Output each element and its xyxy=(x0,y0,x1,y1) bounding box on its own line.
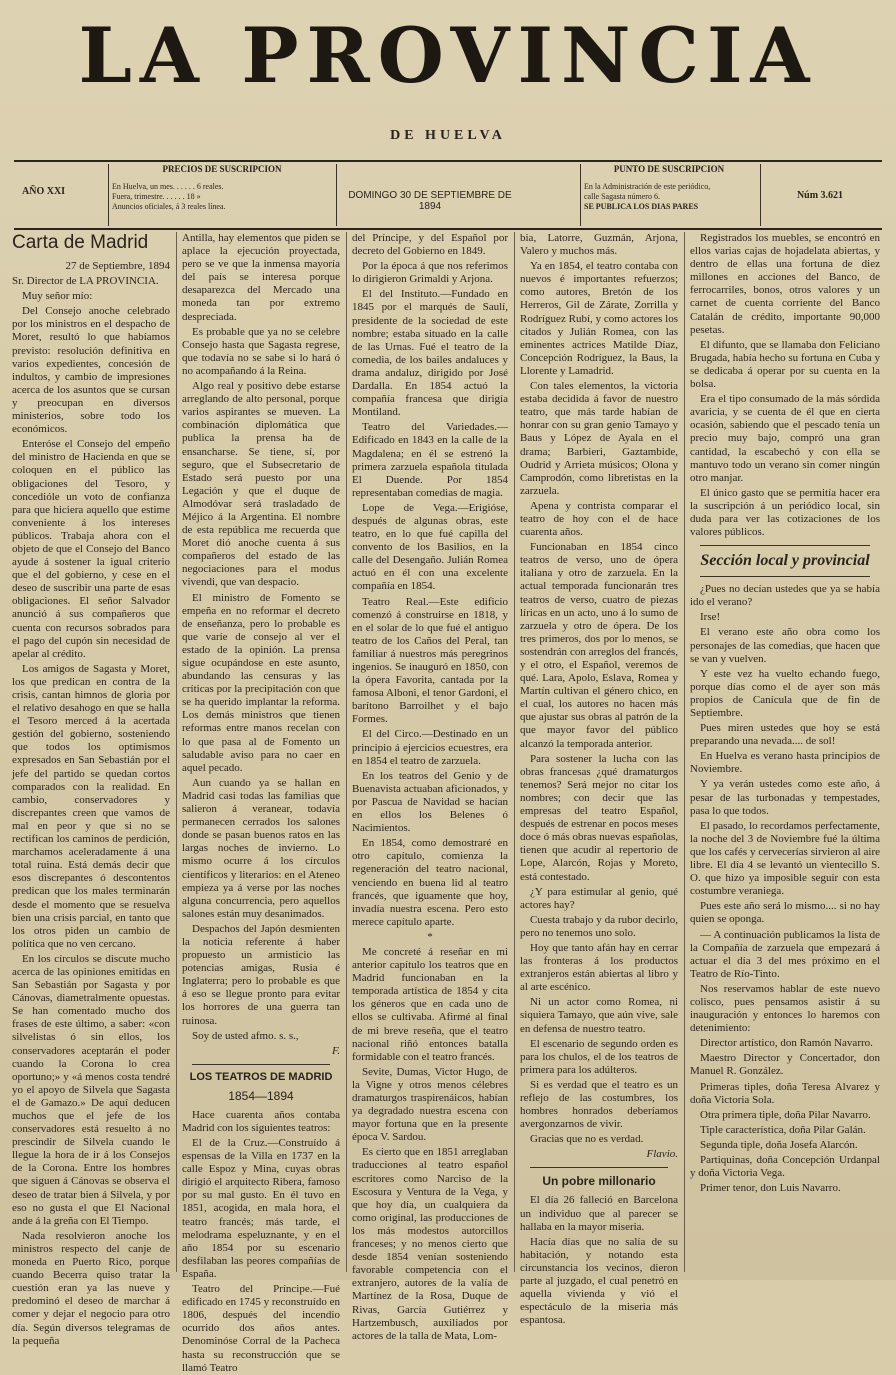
article-closing: Gracias que no es verdad. xyxy=(530,1133,644,1146)
column-rule xyxy=(684,232,685,1272)
section-divider xyxy=(192,1064,330,1065)
article-paragraph: El ministro de Fomento se empeña en no reformar el decreto de enseñanza, pero lo probable es que varíe de consejo al ver el estado de la opinión. La prensa sigue ocupándose en este asunto, abundando las censuras y las críticas por la precipitación con que se ha querido implantar la reforma. Los demás ministros que tienen reformas entre manos recelan con lo que pasa al de Fomento un saludable aviso para no caer en aquel pecado. xyxy=(182,591,340,774)
column-rule xyxy=(176,232,177,1272)
article-paragraph: Del Consejo anoche celebrado por los ministros en el despacho de Moret, resultó lo que habíamos previsto: resolución definitiva en varios expedientes, concesión de indultos, y cambio de impresiones acerca de los asuntos que se cursan y preocupan en diversos ministerios, sobre todo los económicos. xyxy=(12,305,170,436)
cast-list-item: Maestro Director y Concertador, don Manuel R. González. xyxy=(690,1052,880,1078)
article-paragraph: Ni un actor como Romea, ni siquiera Tamayo, que aún vive, sale en defensa de nuestro teatro. xyxy=(520,996,678,1035)
prices-line: Fuera, trimestre. . . . . . 18 » xyxy=(112,192,201,201)
article-paragraph: Nada resolvieron anoche los ministros respecto del canje de moneda en Puerto Rico, porque cuando Becerra quiso tratar la cuestión eran ya las nueve y predominó el deseo de marchar á comer y dejar el negocio para otro día. Según diversos telegramas de la pequeña xyxy=(12,1229,170,1347)
info-divider xyxy=(108,164,109,226)
issue-date: DOMINGO 30 DE SEPTIEMBRE DE 1894 xyxy=(348,190,512,212)
subscription-box xyxy=(584,164,754,226)
article-paragraph: Me concreté á reseñar en mi anterior capítulo los teatros que en Madrid funcionaban en la temporada artística de 1854 y cita los géneros que en cada uno de ellos se cultivaba. Afirmé al final de mi breve reseña, que el teatro nacional riñó entonces batalla formidable con el teatro francés. xyxy=(352,945,508,1063)
section-years: 1854—1894 xyxy=(228,1088,294,1103)
section-divider xyxy=(700,576,870,577)
issue-number: Núm 3.621 xyxy=(796,190,844,201)
article-paragraph: ¿Pues no decían ustedes que ya se había ido el verano? xyxy=(690,583,880,609)
article-paragraph: Si es verdad que el teatro es un reflejo de las costumbres, los hombres honrados deberíamos avergonzarnos de vivir. xyxy=(520,1078,678,1131)
article-paragraph: Apena y contrista comparar el teatro de hoy con el de hace cuarenta años. xyxy=(520,499,678,539)
article-paragraph: Lope de Vega.—Erigióse, después de algunas obras, este teatro, en lo que fué capilla del convento de los Basilios, en la calle del Desengaño. Julián Romea actuó en él con una excelente compañía en 1854. xyxy=(352,501,508,593)
section-title-teatros: LOS TEATROS DE MADRID xyxy=(189,1070,333,1083)
article-paragraph: El del Circo.—Destinado en un principio á ejercicios ecuestres, era en 1854 el teatro de zarzuela. xyxy=(352,728,508,767)
info-divider xyxy=(760,164,761,226)
article-paragraph: Pues miren ustedes que hoy se está preparando una nevada.... de sol! xyxy=(690,722,880,748)
article-paragraph: Despachos del Japón desmienten la noticia referente á haber propuesto un armisticio las potencias amigas, Rusia é Inglaterra; pero lo probable es que á eso se llegue pronto para evitar los horrores de una guerra tan ruinosa. xyxy=(182,922,340,1027)
article-paragraph: Algo real y positivo debe estarse arreglando de alto personal, porque varios aspirantes se mueven. La combinación diplomática que publica la prensa ha de ensancharse. Se tiene, sí, por seguro, que el Subsecretario de Estado será puesto por una Legación y que el duque de Almodóvar será trasladado de Méjico á la Argentina. El nombre de esta república me recuerda que Moret dió anoche cuenta á sus compañeros del estado de las negociaciones para el modus vivendi, que van despacio. xyxy=(182,380,340,589)
cast-list-item: Primeras tiples, doña Teresa Alvarez y doña Victoria Sola. xyxy=(690,1080,880,1106)
article-paragraph: El verano este año obra como los personajes de las comedias, que hacen que se van y vuelven. xyxy=(690,626,880,665)
cast-list-item: Primer tenor, don Luis Navarro. xyxy=(700,1182,841,1195)
article-paragraph: Irse! xyxy=(700,611,721,624)
article-paragraph: Sevite, Dumas, Victor Hugo, de la Vigne y otros menos célebres dramaturgos traspirenáicos, habían ya degradado nuestra escena con mayor fortuna que en la presente época V. Sardou. xyxy=(352,1065,508,1144)
section-divider xyxy=(700,545,870,546)
column-1 xyxy=(12,232,170,1347)
column-3 xyxy=(352,232,508,1342)
article-paragraph: — A continuación publicamos la lista de la Compañía de zarzuela que empezará á actuar el día 3 del mes próximo en el Teatro de Río-Tinto. xyxy=(690,928,880,980)
prices-line: Anuncios oficiales, á 3 reales línea. xyxy=(112,202,226,211)
article-paragraph: El único gasto que se permitía hacer era la suscripción á un periódico local, sin duda para ver las cotizaciones de los valores públicos. xyxy=(690,486,880,539)
article-paragraph: El pasado, lo recordamos perfectamente, la noche del 3 de Noviembre fué la última que los cafés y cervecerías sirvieron al aire libre. El día 4 se levantó un vientecillo S. O. que hizo ya imposible seguir con esta costumbre veraniega. xyxy=(690,819,880,898)
article-paragraph: Cuesta trabajo y da rubor decirlo, pero no tenemos uno solo. xyxy=(520,913,678,939)
article-paragraph: El escenario de segundo orden es para los chulos, el de los teatros de primera para los adúlteros. xyxy=(520,1037,678,1076)
section-title-pobre-millonario: Un pobre millonario xyxy=(542,1174,656,1189)
article-paragraph: Nos reservamos hablar de este nuevo colisco, pues pensamos asistir á su inauguración y entonces lo haremos con detenimiento: xyxy=(690,982,880,1035)
masthead-subtitle: DE HUELVA xyxy=(390,128,506,143)
article-paragraph: Es probable que ya no se celebre Consejo hasta que Sagasta regrese, que todavía no se sabe si lo hará ó no acompañando á la Reina. xyxy=(182,325,340,377)
article-paragraph: bia, Latorre, Guzmán, Arjona, Valero y muchos más. xyxy=(520,232,678,258)
article-paragraph: El difunto, que se llamaba don Feliciano Brugada, había hecho su fortuna en Cuba y se dedicaba á operar por su cuenta en la bolsa. xyxy=(690,338,880,391)
column-rule xyxy=(346,232,347,1272)
cast-list-item: Otra primera tiple, doña Pilar Navarro. xyxy=(700,1108,871,1121)
article-paragraph: Aun cuando ya se hallan en Madrid casi todas las familias que salieron á veranear, todavía permanecen cerrados los salones donde se pasan buenos ratos en las largas noches de invierno. Lo mismo ocurre á los círculos científicos y literarios: en el Ateneo empieza ya á verse por las noches alguna concurrencia, pero aquellos salones están muy desanimados. xyxy=(182,776,340,920)
column-2 xyxy=(182,232,340,1374)
article-paragraph: Y este vez ha vuelto echando fuego, porque días como el de ayer son más propios de Canícula que de fin de Septiembre. xyxy=(690,667,880,719)
column-4 xyxy=(520,232,678,1327)
info-divider xyxy=(580,164,581,226)
article-paragraph: Los amigos de Sagasta y Moret, los que predican en contra de la crisis, cantan himnos de gloria por el relativo desahogo en que se halla el Tesoro merced á la acertada gestión del gobierno, sosteniendo que todos los optimismos expresados en San Sebastián por el jefe del partido se quedan cortos comparados con la realidad. En cambio, conservadores y discrepantes creen que vamos de mal en peor y que si no se rectifican los caminos de perdición, marchamos aceleradamente á una total ruina. Está demás decir que esos discrepantes ó descontentos predican que los males terminarán desde el momento que se resuelva bien una crisis parcial, en tanto que los otros piden un cambio de política que no ven cercano. xyxy=(12,662,170,950)
header-rule-bottom xyxy=(14,228,882,230)
article-paragraph: Registrados los muebles, se encontró en ellos varias cajas de hojadelata abiertas, y dentro de ellas una fortuna de diez millones en acciones del Banco, de ferrocarriles, bonos, otros valores y un carnet de cuenta corriente del Banco Catalán de crédito, importante 90,000 pesetas. xyxy=(690,232,880,336)
article-paragraph: del Príncipe, y del Español por decreto del Gobierno en 1849. xyxy=(352,232,508,258)
article-paragraph: En los círculos se discute mucho acerca de las opiniones emitidas en San Sebastián por Sagasta y por Cánovas, diametralmente opuestas. Se han comentado mucho dos frases de este último, a saber: «con silvelistas ó sin ellos, los conservadores aceptarán el poder cuando la Corona lo crea oportuno;» y «á menos costa tendré yo el apoyo de Silvela que Sagasta el de Gamazo.» De aquí deducen muchos que el jefe de los conservadores está resuelto á no prescindir de Silvela cuando le llegue la hora de ir á los Consejos de la Corona. Entre los hombres que siguen á Cánovas se observa el deseo de tratar bien á Silvela, y por eso no gusta el que El Nacional ande á la greña con El Tiempo. xyxy=(12,952,170,1227)
year-text: AÑO XXI xyxy=(22,186,66,197)
article-paragraph: Hace cuarenta años contaba Madrid con los siguientes teatros: xyxy=(182,1108,340,1134)
article-paragraph: En Huelva es verano hasta principios de Noviembre. xyxy=(690,750,880,776)
article-paragraph: Teatro del Príncipe.—Fué edificado en 1745 y reconstruído en 1806, después del incendio ocurrido dos años antes. Denominóse Corral de la Pacheca hasta su reconstrucción que se llamó Teatro xyxy=(182,1283,340,1374)
section-title-local-provincial: Sección local y provincial xyxy=(700,552,870,570)
article-signature: F. xyxy=(331,1044,340,1057)
issue-number-box xyxy=(764,190,876,220)
article-paragraph: Con tales elementos, la victoria estaba decidida á favor de nuestro teatro, que más tarde habían de honrar con su gran genio Tamayo y Baus y López de Ayala en el drama; Barbieri, Gaztambide, Oudrid y Arrieta músicos; Olona y Camprodón, como libretistas en la zarzuela. xyxy=(520,380,678,497)
article-paragraph: Por la época á que nos referimos lo dirigieron Grimaldi y Arjona. xyxy=(352,260,508,286)
date-box xyxy=(340,190,520,220)
prices-heading: PRECIOS DE SUSCRIPCION xyxy=(162,164,282,174)
section-divider xyxy=(530,1167,668,1168)
subscription-line: calle Sagasta número 6. xyxy=(584,192,660,201)
article-paragraph: En 1854, como demostraré en otro capítulo, comienza la regeneración del teatro nacional, venciendo en buena lid al teatro francés, que iguamente que hoy, invadía nuestra escena. Pero esto merece capítulo aparte. xyxy=(352,837,508,928)
cast-list-item: Director artístico, don Ramón Navarro. xyxy=(700,1037,873,1050)
article-paragraph: Enteróse el Consejo del empeño del ministro de Hacienda en que se coloquen en el público las obligaciones del Tesoro, y concedióle un voto de confianza para que hiciera aquello que estime conveniente á los intereses públicos. Trabaja ahora con el objeto de que el Consejo del Banco ayude á sostener la igual criterio que el del gobierno, y cese en el deseo de suscribir una parte de esas obligaciones. El señor Salvador anunció á sus compañeros que cuenta con recursos sobrados para el pago del cupón sin necesidad de apelar al crédito. xyxy=(12,438,170,660)
masthead-title: LA PROVINCIA xyxy=(78,11,818,100)
header-rule-top xyxy=(14,160,882,162)
article-salutation: Sr. Director de LA PROVINCIA. xyxy=(12,275,159,288)
article-signature: Flavio. xyxy=(646,1148,678,1161)
column-5 xyxy=(690,232,880,1272)
article-paragraph: ¿Y para estimular al genio, qué actores hay? xyxy=(520,885,678,911)
article-paragraph: Hacía días que no salía de su habitación, y notando esta circunstancia los vecinos, dieron parte al juzgado, el cual penetró en aquella vivienda y vió el espectáculo de la miseria más espantosa. xyxy=(520,1235,678,1327)
article-paragraph: Para sostener la lucha con las obras francesas ¿qué dramaturgos tenemos? Será mejor no citar los nombres; con decir que las empresas del teatro Español, después de estrenar en pocos meses doce ó más obras nuevas españolas, tienen que acudir al repertorio de Lope, Alarcón, Rojas y Moreto, está contestado. xyxy=(520,752,678,883)
article-paragraph: Teatro Real.—Este edificio comenzó á construirse en 1818, y en el solar de lo que fué el antiguo teatro de los Caños del Peral, tan familiar á nuestros más peregrinos ingenios. Se inauguró en 1850, con la ópera Favorita, cantada por la famosa Alboni, el tenor Gardoni, el barítono Barroilhet y el bajo Formes. xyxy=(352,595,508,726)
article-paragraph: Es cierto que en 1851 arreglaban traducciones al teatro español escritores como Narciso de la Escosura y Ventura de la Vega, y que hoy día, un cualquiera da como original, las producciones de los más modestos autorcillos franceses; y no menos cierto que desde 1854 venían sosteniendo favorable competencia con el extranjero, autores de la valía de Martínez de la Rosa, Duque de Rivas, García Gutiérrez y Hartzembusch, auxiliados por actores de la talla de Mata, Lom- xyxy=(352,1146,508,1342)
article-paragraph: Funcionaban en 1854 cinco teatros de verso, uno de ópera italiana y otro de zarzuela. En la actual temporada funcionarán tres teatros de verso, cuatro de piezas líricas en un acto, uno á lo sumo de zarzuela y otro de ópera. De los tres primeros, dos por lo menos, se sostendrán con arreglos del francés, y el otro, el Español, veremos de qué. Lara, Apolo, Eslava, Romea y Martín cultivan el género chico, en el cual, los autores no hacen más que ajustar sus obras al patrón de la que mayor favor del público alcanzó la temporada anterior. xyxy=(520,541,678,750)
info-divider xyxy=(336,164,337,226)
article-paragraph: El de la Cruz.—Construído á espensas de la Villa en 1737 en la calle Espoz y Mina, cuyas obras dirigió el arquitecto Ribera, famoso por su mal gusto. En él tuvo en 1851, acogida, en mala hora, el teatro francés; más tarde, el melodrama espeluznante, y en el año 1854 por su escenario desfilaban las peores compañías de España. xyxy=(182,1137,340,1280)
subscription-heading: PUNTO DE SUSCRIPCION xyxy=(613,164,725,174)
article-paragraph: Teatro del Variedades.—Edificado en 1843 en la calle de la Magdalena; en él se estrenó la primera zarzuela española titulada El Duende. Por 1854 representaban comedias de magia. xyxy=(352,421,508,499)
article-paragraph: Ya en 1854, el teatro contaba con nuevos é importantes refuerzos; como autores, Bretón de los Herreros, Gil de Zárate, Zorrilla y Rodríguez Rubí, y como actores los citados y Julián Romea, con las eminentes actrices Matilde Díaz, Concepción Rodríguez, la Baus, la Llorente y Lamadrid. xyxy=(520,260,678,377)
article-paragraph: Antilla, hay elementos que piden se aplace la ejecución proyectada, pero se ve que la inmensa mayoría del país se interesa porque desaparezca del Mercado una moneda tan por extremo despreciada. xyxy=(182,232,340,323)
article-paragraph: Hoy que tanto afán hay en cerrar las fronteras á los productos extranjeros están abiertas al libro y al arte escénico. xyxy=(520,941,678,994)
column-rule xyxy=(514,232,515,1272)
cast-list-item: Tiple característica, doña Pilar Galán. xyxy=(700,1123,866,1136)
separator-mark: * xyxy=(427,930,433,943)
article-paragraph: Pues este año será lo mismo.... si no hay quien se oponga. xyxy=(690,900,880,926)
article-paragraph: En los teatros del Genio y de Buenavista actuaban aficionados, y por Pascua de Navidad se hacían en ellos los Belenes ó Nacimientos. xyxy=(352,769,508,835)
subscription-line: SE PUBLICA LOS DIAS PARES xyxy=(584,202,699,211)
article-salutation: Muy señor mío: xyxy=(22,290,93,303)
article-paragraph: Y ya verán ustedes como este año, á pesar de las turbonadas y tempestades, pasa lo que todos. xyxy=(690,778,880,817)
cast-list-item: Segunda tiple, doña Josefa Alarcón. xyxy=(700,1138,858,1151)
article-paragraph: El del Instituto.—Fundado en 1845 por el marqués de Saulí, presidente de la sociedad de este nombre; estaba situado en la calle de las Urnas. Fué el teatro de la comedia, de los bailes andaluces y drama andaluz, dirigido por José Dardalla. En 1854 actuó la compañía francesa que dirigía Montiland. xyxy=(352,288,508,419)
article-dateline: 27 de Septiembre, 1894 xyxy=(65,260,170,272)
article-paragraph: El día 26 falleció en Barcelona un individuo que al parecer se hallaba en la mayor miseria. xyxy=(520,1194,678,1233)
subscription-line: En la Administración de este periódico, xyxy=(584,182,711,191)
prices-line: En Huelva, un mes. . . . . . 6 reales. xyxy=(112,182,224,191)
article-closing: Soy de usted afmo. s. s., xyxy=(192,1029,299,1042)
cast-list-item: Partiquinas, doña Concepción Urdanpal y doña Victoria Vega. xyxy=(690,1154,880,1180)
prices-box xyxy=(112,164,332,226)
article-title-carta-de-madrid: Carta de Madrid xyxy=(12,232,149,253)
article-paragraph: Era el tipo consumado de la más sórdida avaricia, y se cuenta de él que en cierta ocasión, sabiendo que el pescado tenía un precio muy bajo, compró una gran cantidad, la escabechó y con ella se mantuvo todo un verano sin comer ningún otro manjar. xyxy=(690,393,880,484)
